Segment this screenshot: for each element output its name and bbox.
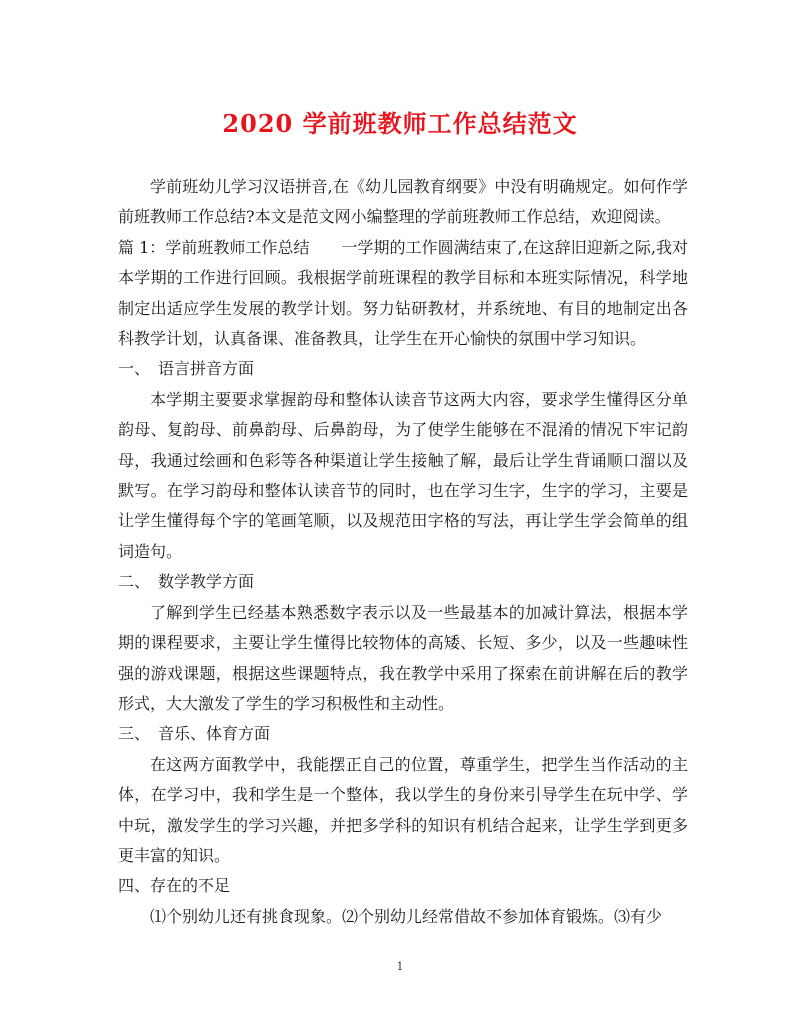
paragraph-intro: 学前班幼儿学习汉语拼音,在《幼儿园教育纲要》中没有明确规定。如何作学前班教师工作总结?本文是范文网小编整理的学前班教师工作总结，欢迎阅读。 xyxy=(118,177,688,227)
page-number: 1 xyxy=(396,960,404,973)
paragraph-music-pe: 在这两方面教学中，我能摆正自己的位置，尊重学生，把学生当作活动的主体，在学习中，我和学生是一个整体，我以学生的身份来引导学生在玩中学、学中玩，激发学生的学习兴趣，并把多学科的知识有机结合起来，让学生学到更多更丰富的知识。 xyxy=(118,754,688,865)
document-body xyxy=(118,172,688,932)
section-heading-shortcomings: 四、存在的不足 xyxy=(118,876,231,896)
paragraph-math: 了解到学生已经基本熟悉数字表示以及一些最基本的加减计算法，根据本学期的课程要求，主要让学生懂得比较物体的高矮、长短、多少，以及一些趣味性强的游戏课题，根据这些课题特点，我在教学中采用了探索在前讲解在后的教学形式，大大激发了学生的学习积极性和主动性。 xyxy=(118,602,688,713)
paragraph-language: 本学期主要要求掌握韵母和整体认读音节这两大内容，要求学生懂得区分单韵母、复韵母、前鼻韵母、后鼻韵母，为了使学生能够在不混淆的情况下牢记韵母，我通过绘画和色彩等各种渠道让学生接触了解，最后让学生背诵顺口溜以及默写。在学习韵母和整体认读音节的同时，也在学习生字，生字的学习，主要是让学生懂得每个字的笔画笔顺，以及规范田字格的写法，再让学生学会简单的组词造句。 xyxy=(118,389,688,561)
document-title: 2020 学前班教师工作总结范文 xyxy=(222,109,578,138)
section-heading-language: 一、 语言拼音方面 xyxy=(118,359,255,379)
paragraph-shortcomings: ⑴个别幼儿还有挑食现象。⑵个别幼儿经常借故不参加体育锻炼。⑶有少 xyxy=(150,906,663,926)
section-heading-music-pe: 三、 音乐、体育方面 xyxy=(118,724,271,744)
section-heading-math: 二、 数学教学方面 xyxy=(118,572,255,592)
paragraph-chapter-1: 篇 1：学前班教师工作总结 一学期的工作圆满结束了,在这辞旧迎新之际,我对本学期的工作进行回顾。我根据学前班课程的教学目标和本班实际情况，科学地制定出适应学生发展的教学计划。努力钻研教材，并系统地、有目的地制定出各科教学计划，认真备课、准备教具，让学生在开心愉快的氛围中学习知识。 xyxy=(118,237,688,349)
